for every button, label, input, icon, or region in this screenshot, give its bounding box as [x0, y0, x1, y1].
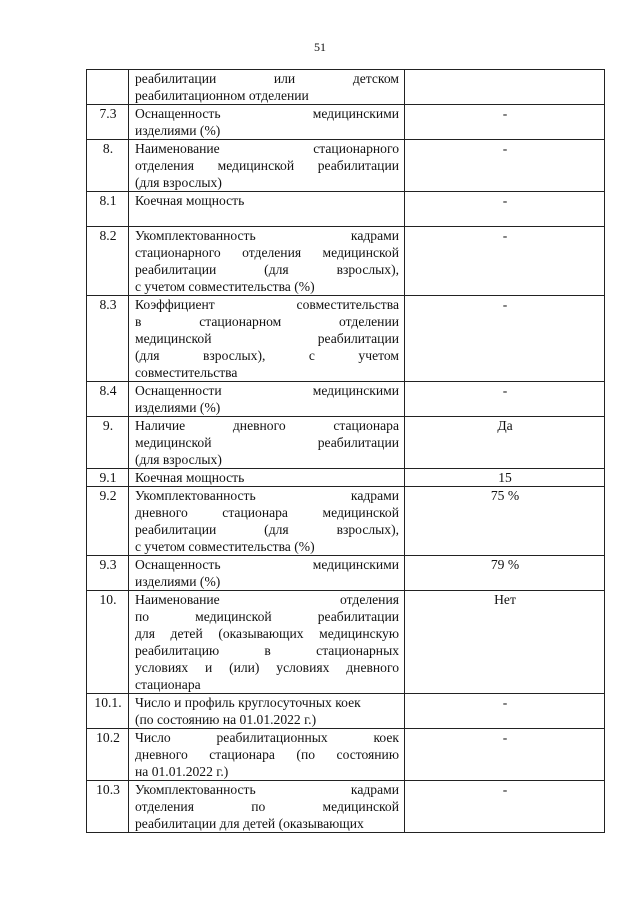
table-row [87, 729, 605, 781]
row-number: 9.2 [87, 487, 129, 556]
row-number: 10.2 [87, 729, 129, 781]
row-value [405, 70, 605, 105]
row-number: 7.3 [87, 105, 129, 140]
description-line: изделиями (%) [135, 123, 221, 138]
description-line: (для взрослых) [135, 452, 222, 467]
row-number: 9. [87, 417, 129, 469]
description-line: Укомплектованность кадрами [135, 782, 399, 797]
description-line: дневного стационара медицинской [135, 505, 399, 520]
description-line: реабилитации (для взрослых), [135, 522, 399, 537]
row-number: 10.3 [87, 781, 129, 833]
row-description [129, 105, 405, 140]
row-description [129, 382, 405, 417]
row-value: - [405, 227, 605, 296]
description-line: изделиями (%) [135, 400, 221, 415]
row-description [129, 487, 405, 556]
description-line: реабилитацию в стационарных [135, 643, 399, 658]
table-row [87, 781, 605, 833]
description-line: медицинской реабилитации [135, 331, 399, 346]
table-row [87, 487, 605, 556]
row-number: 9.3 [87, 556, 129, 591]
row-number: 10. [87, 591, 129, 694]
row-value: - [405, 192, 605, 227]
row-value: - [405, 296, 605, 382]
description-line: Число реабилитационных коек [135, 730, 399, 745]
table-row [87, 70, 605, 105]
table-body [87, 70, 605, 833]
description-line: Наличие дневного стационара [135, 418, 399, 433]
description-line: изделиями (%) [135, 574, 221, 589]
row-value: - [405, 105, 605, 140]
table-row [87, 382, 605, 417]
table-row [87, 417, 605, 469]
table-row [87, 227, 605, 296]
row-number [87, 70, 129, 105]
row-description [129, 781, 405, 833]
row-number: 8. [87, 140, 129, 192]
row-number: 8.1 [87, 192, 129, 227]
description-line: Укомплектованность кадрами [135, 228, 399, 243]
row-description [129, 694, 405, 729]
description-line: стационара [135, 677, 201, 692]
description-line: реабилитации для детей (оказывающих [135, 816, 364, 831]
description-line: Оснащенности медицинскими [135, 383, 399, 398]
description-line: для детей (оказывающих медицинскую [135, 626, 399, 641]
row-value: 79 % [405, 556, 605, 591]
table-row [87, 469, 605, 487]
row-description [129, 192, 405, 227]
description-line: реабилитационном отделении [135, 88, 309, 103]
table-row [87, 694, 605, 729]
description-line: отделения по медицинской [135, 799, 399, 814]
row-value: - [405, 140, 605, 192]
description-line: Укомплектованность кадрами [135, 488, 399, 503]
row-description [129, 140, 405, 192]
description-line: Коэффициент совместительства [135, 297, 399, 312]
description-line: Коечная мощность [135, 470, 245, 485]
table-row [87, 140, 605, 192]
row-description [129, 556, 405, 591]
description-line: (для взрослых), с учетом [135, 348, 399, 363]
page-number: 51 [314, 40, 326, 54]
row-description [129, 469, 405, 487]
description-line: Коечная мощность [135, 193, 245, 208]
table-row [87, 192, 605, 227]
description-line: условиях и (или) условиях дневного [135, 660, 399, 675]
description-line: дневного стационара (по состоянию [135, 747, 399, 762]
row-number: 8.2 [87, 227, 129, 296]
table-row [87, 591, 605, 694]
row-number: 9.1 [87, 469, 129, 487]
row-description [129, 591, 405, 694]
table-row [87, 556, 605, 591]
row-description [129, 417, 405, 469]
row-value: 75 % [405, 487, 605, 556]
row-value: - [405, 694, 605, 729]
description-line: в стационарном отделении [135, 314, 399, 329]
description-line: медицинской реабилитации [135, 435, 399, 450]
description-line: Наименование отделения [135, 592, 399, 607]
table-row [87, 105, 605, 140]
row-description [129, 296, 405, 382]
row-number: 10.1. [87, 694, 129, 729]
indicators-table [86, 69, 605, 833]
row-number: 8.3 [87, 296, 129, 382]
description-line: Оснащенность медицинскими [135, 557, 399, 572]
description-line: с учетом совместительства (%) [135, 539, 315, 554]
description-line: Наименование стационарного [135, 141, 399, 156]
description-line: (для взрослых) [135, 175, 222, 190]
description-line: с учетом совместительства (%) [135, 279, 315, 294]
row-value: - [405, 781, 605, 833]
description-line: на 01.01.2022 г.) [135, 764, 229, 779]
row-value: - [405, 729, 605, 781]
row-value: Да [405, 417, 605, 469]
description-line [135, 209, 399, 226]
description-line: Оснащенность медицинскими [135, 106, 399, 121]
row-value: - [405, 382, 605, 417]
description-line: совместительства [135, 365, 238, 380]
row-value: 15 [405, 469, 605, 487]
row-description [129, 227, 405, 296]
description-line: стационарного отделения медицинской [135, 245, 399, 260]
description-line: Число и профиль круглосуточных коек [135, 695, 361, 710]
table-row [87, 296, 605, 382]
row-number: 8.4 [87, 382, 129, 417]
row-description [129, 729, 405, 781]
row-value: Нет [405, 591, 605, 694]
description-line: (по состоянию на 01.01.2022 г.) [135, 712, 317, 727]
row-description [129, 70, 405, 105]
description-line: по медицинской реабилитации [135, 609, 399, 624]
description-line: отделения медицинской реабилитации [135, 158, 399, 173]
description-line: реабилитации (для взрослых), [135, 262, 399, 277]
description-line: реабилитации или детском [135, 71, 399, 86]
